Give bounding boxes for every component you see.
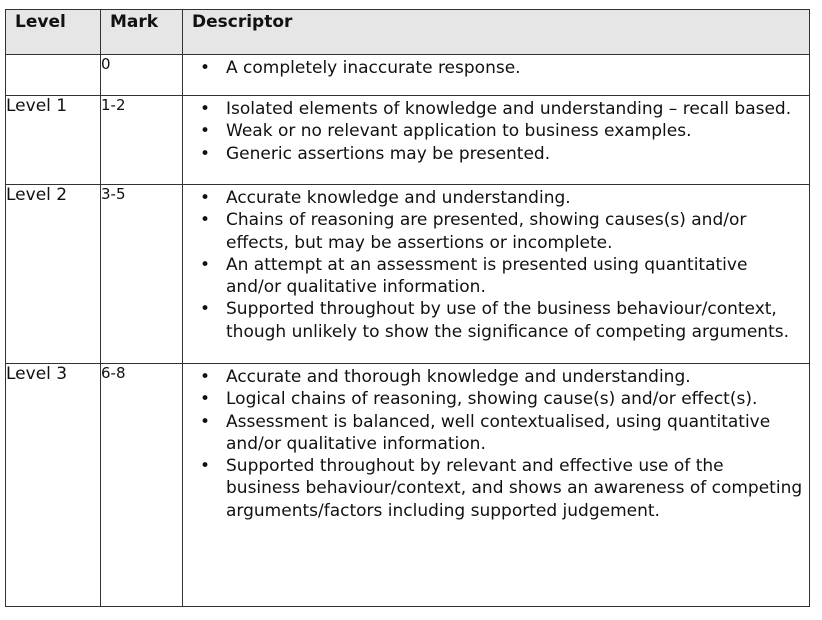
mark-cell: 6-8: [101, 364, 183, 607]
level-cell: [6, 55, 101, 96]
descriptor-item: • Logical chains of reasoning, showing cause(s) and/or effect(s).: [226, 388, 803, 410]
descriptor-item: • Accurate knowledge and understanding.: [226, 187, 803, 209]
descriptor-item: • Assessment is balanced, well contextualised, using quantitative and/or qualitative information.: [226, 411, 803, 456]
header-level: Level: [6, 10, 101, 55]
descriptor-cell: [183, 55, 810, 96]
mark-cell: 0: [101, 55, 183, 96]
header-descriptor: Descriptor: [183, 10, 810, 55]
table-row: [6, 364, 810, 607]
descriptor-item: • Isolated elements of knowledge and understanding – recall based.: [226, 98, 803, 120]
mark-cell: 3-5: [101, 185, 183, 364]
descriptor-cell: [183, 96, 810, 185]
header-mark: Mark: [101, 10, 183, 55]
descriptor-item: • Weak or no relevant application to business examples.: [226, 120, 803, 142]
descriptor-list: [183, 96, 809, 165]
descriptor-cell: [183, 364, 810, 607]
table-row: [6, 185, 810, 364]
descriptor-item: • Generic assertions may be presented.: [226, 143, 803, 165]
mark-cell: 1-2: [101, 96, 183, 185]
table-row: [6, 96, 810, 185]
table-row: [6, 55, 810, 96]
descriptor-list: [183, 55, 809, 79]
descriptor-cell: [183, 185, 810, 364]
level-cell: Level 1: [6, 96, 101, 185]
descriptor-list: [183, 364, 809, 522]
mark-scheme-table: [5, 9, 810, 607]
descriptor-item: • Chains of reasoning are presented, showing causes(s) and/or effects, but may be assertions or incomplete.: [226, 209, 803, 254]
level-cell: Level 3: [6, 364, 101, 607]
descriptor-item: • Accurate and thorough knowledge and understanding.: [226, 366, 803, 388]
level-cell: Level 2: [6, 185, 101, 364]
descriptor-item: • Supported throughout by use of the business behaviour/context, though unlikely to show the significance of competing arguments.: [226, 298, 803, 343]
table-header-row: [6, 10, 810, 55]
descriptor-item: • An attempt at an assessment is presented using quantitative and/or qualitative information.: [226, 254, 803, 299]
descriptor-item: • A completely inaccurate response.: [226, 57, 803, 79]
descriptor-item: • Supported throughout by relevant and effective use of the business behaviour/context, and shows an awareness of competing arguments/factors including supported judgement.: [226, 455, 803, 522]
descriptor-list: [183, 185, 809, 343]
